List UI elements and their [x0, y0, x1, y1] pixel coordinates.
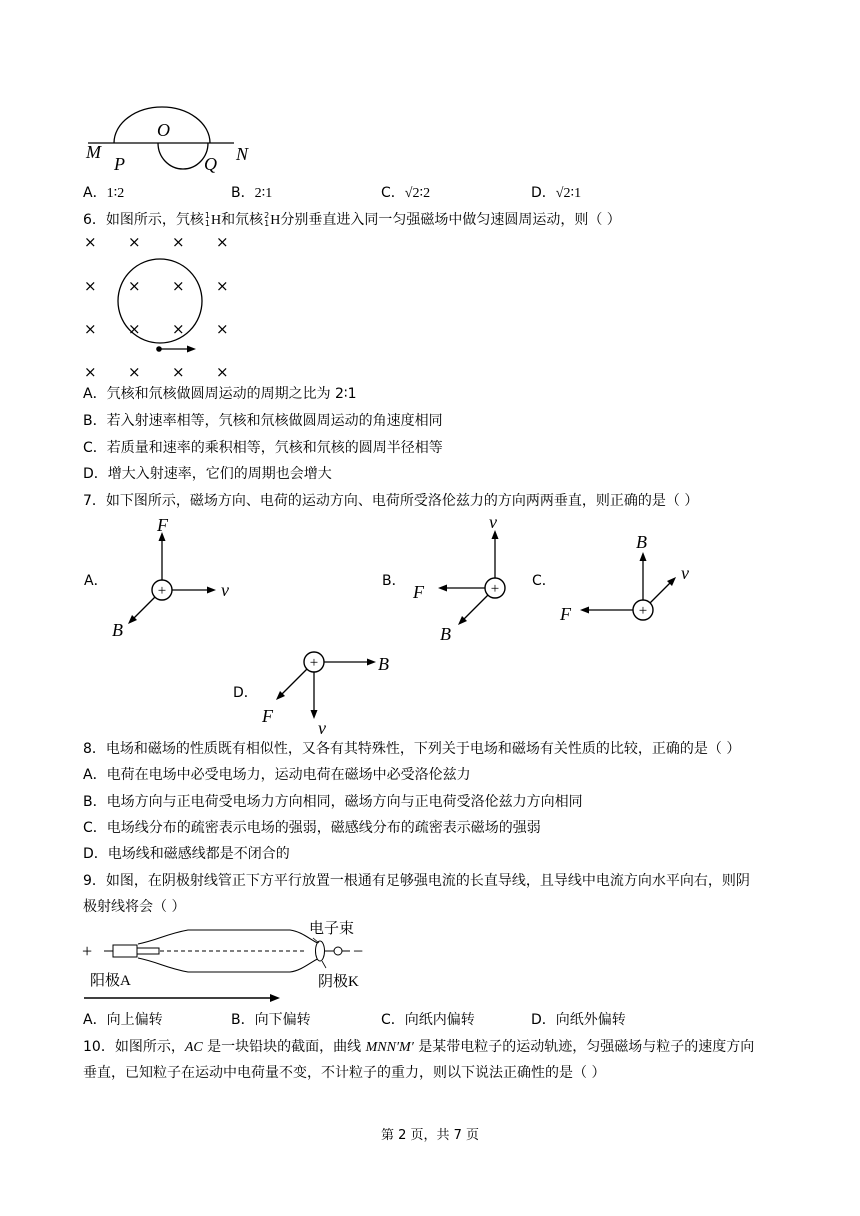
- cross-mark: ×: [128, 233, 141, 251]
- q9-stem-line1: 9．如图，在阴极射线管正下方平行放置一根通有足够强电流的长直导线，且导线中电流方向水平向右，则阴: [83, 873, 750, 889]
- svg-text:B: B: [440, 624, 451, 644]
- isotope-1-scripts: 1 1: [204, 211, 211, 228]
- svg-text:电子束: 电子束: [309, 921, 355, 937]
- svg-text:v: v: [221, 580, 229, 600]
- svg-text:v: v: [318, 718, 326, 738]
- svg-text:−: −: [353, 941, 364, 961]
- q5-option-d: D．√2∶1: [531, 185, 582, 201]
- q7-option-d-label: D．: [233, 685, 258, 701]
- q7-option-c-diagram: [550, 528, 710, 628]
- orbit-diagram: [100, 250, 210, 360]
- q6-option-a: A．氕核和氘核做圆周运动的周期之比为 2∶1: [83, 386, 357, 402]
- cross-mark: ×: [172, 233, 185, 251]
- cross-mark: ×: [172, 320, 185, 338]
- q10-stem-line1: 10．如图所示，AC 是一块铅块的截面，曲线 MNN′M′ 是某带电粒子的运动轨迹，匀强磁场与粒子的速度方向: [83, 1039, 755, 1055]
- svg-text:v: v: [681, 563, 689, 583]
- q5-option-c: C．√2∶2: [381, 185, 431, 201]
- q6-stem: 6．如图所示，氕核1 1H和氘核2 1H分别垂直进入同一匀强磁场中做匀速圆周运动，则（ ）: [83, 211, 621, 228]
- cross-mark: ×: [216, 363, 229, 381]
- q8-option-d: D．电场线和磁感线都是不闭合的: [83, 846, 290, 862]
- label-Q: Q: [204, 154, 217, 174]
- svg-text:+: +: [490, 581, 500, 597]
- q8-option-c: C．电场线分布的疏密表示电场的强弱，磁感线分布的疏密表示磁场的强弱: [83, 820, 541, 836]
- label-N: N: [236, 144, 249, 164]
- q5-option-a: A．1∶2: [83, 185, 125, 201]
- cross-mark: ×: [84, 233, 97, 251]
- cross-mark: ×: [128, 363, 141, 381]
- svg-text:F: F: [262, 706, 273, 726]
- cross-mark: ×: [84, 363, 97, 381]
- q8-stem: 8．电场和磁场的性质既有相似性，又各有其特殊性，下列关于电场和磁场有关性质的比较，正确的是（ ）: [83, 741, 741, 757]
- q9-option-b: B．向下偏转: [231, 1012, 311, 1028]
- q7-option-b-label: B．: [382, 573, 406, 589]
- q7-option-a-diagram: [100, 516, 250, 646]
- svg-text:+: +: [638, 603, 648, 619]
- q5-option-b: B．2∶1: [231, 185, 273, 201]
- svg-text:B: B: [636, 532, 647, 552]
- q9-figure: [80, 916, 390, 1008]
- q8-option-b: B．电场方向与正电荷受电场力方向相同，磁场方向与正电荷受洛伦兹力方向相同: [83, 794, 583, 810]
- isotope-2-scripts: 2 1: [264, 211, 270, 228]
- cross-mark: ×: [216, 320, 229, 338]
- cross-mark: ×: [128, 320, 141, 338]
- q7-option-c-label: C．: [532, 573, 556, 589]
- cross-mark: ×: [128, 277, 141, 295]
- page-footer: 第 2 页，共 7 页: [380, 1128, 480, 1143]
- q7-option-d-diagram: [250, 646, 410, 736]
- q9-option-a: A．向上偏转: [83, 1012, 163, 1028]
- svg-text:阴极K: 阴极K: [318, 974, 359, 990]
- svg-text:+: +: [82, 941, 93, 961]
- label-O: O: [157, 120, 170, 140]
- svg-text:F: F: [413, 582, 424, 602]
- q9-option-c: C．向纸内偏转: [381, 1012, 475, 1028]
- q6-option-d: D．增大入射速率，它们的周期也会增大: [83, 466, 332, 482]
- q6-option-c: C．若质量和速率的乘积相等，氕核和氘核的圆周半径相等: [83, 440, 443, 456]
- q7-stem: 7．如下图所示，磁场方向、电荷的运动方向、电荷所受洛伦兹力的方向两两垂直，则正确的是（ ）: [83, 493, 699, 509]
- cross-mark: ×: [216, 233, 229, 251]
- svg-text:B: B: [378, 654, 389, 674]
- q8-option-a: A．电荷在电场中必受电场力，运动电荷在磁场中必受洛伦兹力: [83, 767, 471, 783]
- q7-option-b-diagram: [400, 506, 530, 646]
- q10-stem-line2: 垂直，已知粒子在运动中电荷量不变，不计粒子的重力，则以下说法正确性的是（ ）: [83, 1065, 606, 1081]
- cross-mark: ×: [84, 320, 97, 338]
- cross-mark: ×: [216, 277, 229, 295]
- q6-option-b: B．若入射速率相等，氕核和氘核做圆周运动的角速度相同: [83, 413, 443, 429]
- svg-text:+: +: [157, 583, 167, 599]
- q9-option-d: D．向纸外偏转: [531, 1012, 626, 1028]
- cross-mark: ×: [172, 363, 185, 381]
- cross-mark: ×: [84, 277, 97, 295]
- svg-text:阳极A: 阳极A: [90, 973, 131, 989]
- svg-text:F: F: [560, 604, 571, 624]
- label-M: M: [86, 142, 101, 162]
- cross-mark: ×: [172, 277, 185, 295]
- q9-stem-line2: 极射线将会（ ）: [83, 899, 186, 915]
- q5-figure: [84, 104, 264, 184]
- q7-option-a-label: A．: [84, 573, 108, 589]
- svg-text:F: F: [157, 515, 168, 535]
- label-P: P: [114, 154, 125, 174]
- svg-text:B: B: [112, 620, 123, 640]
- svg-text:+: +: [309, 655, 319, 671]
- svg-text:v: v: [489, 512, 497, 532]
